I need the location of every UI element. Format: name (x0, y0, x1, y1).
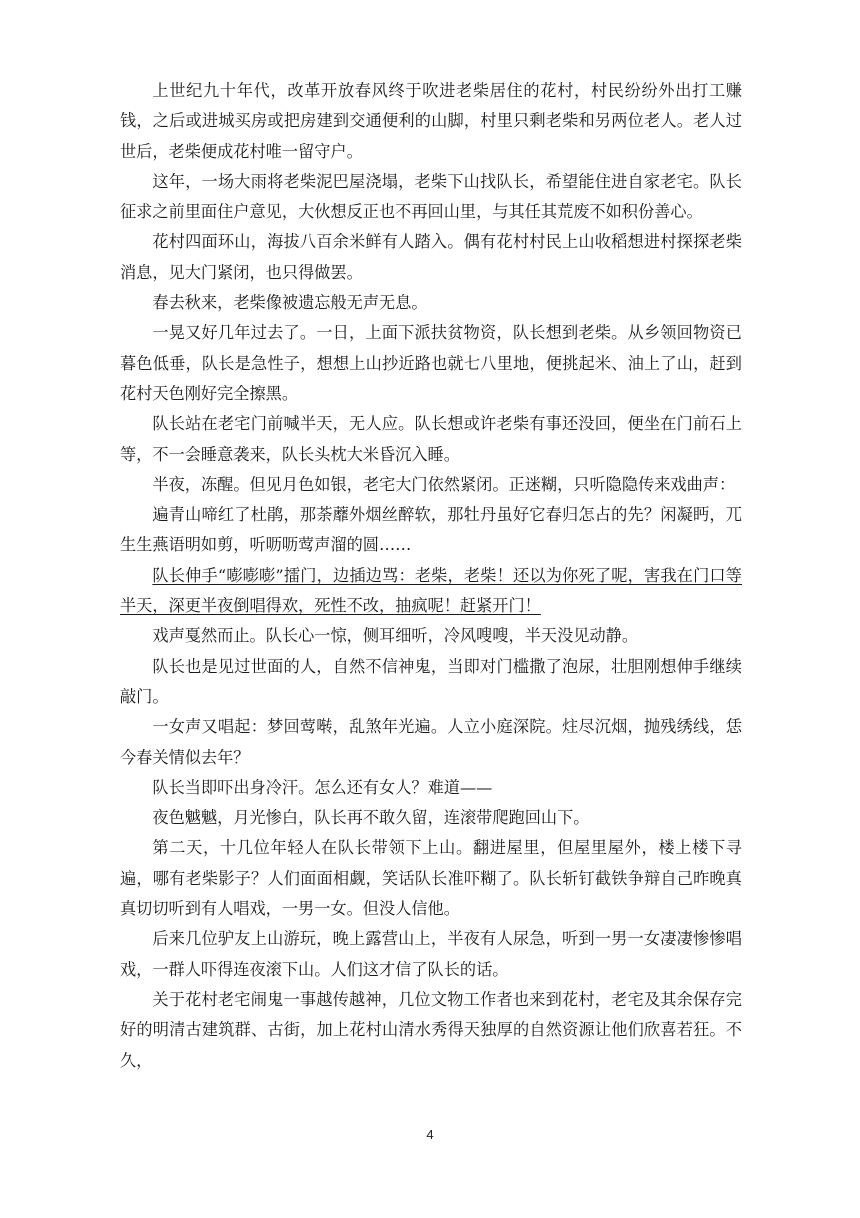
paragraph-4: 春去秋来，老柴像被遗忘般无声无息。 (152, 293, 428, 313)
paragraph-5: 一晃又好几年过去了。一日，上面下派扶贫物资，队长想到老柴。从乡领回物资已暮色低垂，队长是急性子，想想上山抄近路也就七八里地，便挑起米、油上了山，赶到花村天色刚好完全擦黑。 (120, 323, 742, 403)
paragraph-12-opera-lyrics: 一女声又唱起：梦回莺啭，乱煞年光遍。人立小庭深院。炷尽沉烟，抛残绣线，恁今春关情似去年？ (120, 717, 742, 767)
paragraph-16: 后来几位驴友上山游玩，晚上露营山上，半夜有人尿急，听到一男一女凄凄惨惨唱戏，一群人吓得连夜滚下山。人们这才信了队长的话。 (120, 929, 742, 979)
paragraph-9-underlined: 队长伸手“嘭嘭嘭”擂门，边插边骂：老柴，老柴！还以为你死了呢，害我在门口等半天，深更半夜倒唱得欢，死性不改，抽疯呢！赶紧开门！ (120, 565, 742, 616)
paragraph-6: 队长站在老宅门前喊半天，无人应。队长想或许老柴有事还没回，便坐在门前石上等，不一会睡意袭来，队长头枕大米昏沉入睡。 (120, 414, 742, 464)
paragraph-7: 半夜，冻醒。但见月色如银，老宅大门依然紧闭。正迷糊，只听隐隐传来戏曲声： (152, 474, 736, 494)
paragraph-8-opera-lyrics: 遍青山啼红了杜鹃，那荼蘼外烟丝醉软，那牡丹虽好它春归怎占的先？闲凝眄，兀生生燕语明如剪，听呖呖莺声溜的圆…… (120, 505, 742, 555)
document-body (120, 76, 742, 1076)
paragraph-13: 队长当即吓出身冷汗。怎么还有女人？难道—— (152, 777, 493, 797)
paragraph-14: 夜色魆魆，月光惨白，队长再不敢久留，连滚带爬跑回山下。 (152, 808, 590, 828)
paragraph-10: 戏声戛然而止。队长心一惊，侧耳细听，冷风嗖嗖，半天没见动静。 (152, 626, 639, 646)
page-number: 4 (426, 1127, 434, 1142)
paragraph-1: 上世纪九十年代，改革开放春风终于吹进老柴居住的花村，村民纷纷外出打工赚钱，之后或进城买房或把房建到交通便利的山脚，村里只剩老柴和另两位老人。老人过世后，老柴便成花村唯一留守户。 (120, 81, 742, 161)
paragraph-2: 这年，一场大雨将老柴泥巴屋浇塌，老柴下山找队长，希望能住进自家老宅。队长征求之前里面住户意见，大伙想反正也不再回山里，与其任其荒废不如积份善心。 (120, 171, 742, 222)
paragraph-17: 关于花村老宅闹鬼一事越传越神，几位文物工作者也来到花村，老宅及其余保存完好的明清古建筑群、古街，加上花村山清水秀得天独厚的自然资源让他们欣喜若狂。不久， (120, 989, 742, 1070)
paragraph-3: 花村四面环山，海拔八百余米鲜有人踏入。偶有花村村民上山收稻想进村探探老柴消息，见大门紧闭，也只得做罢。 (120, 232, 742, 282)
paragraph-15: 第二天，十几位年轻人在队长带领下上山。翻进屋里，但屋里屋外，楼上楼下寻遍，哪有老柴影子？人们面面相觑，笑话队长准吓糊了。队长斩钉截铁争辩自己昨晚真真切切听到有人唱戏，一男一女。但没人信他。 (120, 838, 742, 919)
paragraph-11: 队长也是见过世面的人，自然不信神鬼，当即对门槛撒了泡尿，壮胆刚想伸手继续敲门。 (120, 656, 742, 706)
